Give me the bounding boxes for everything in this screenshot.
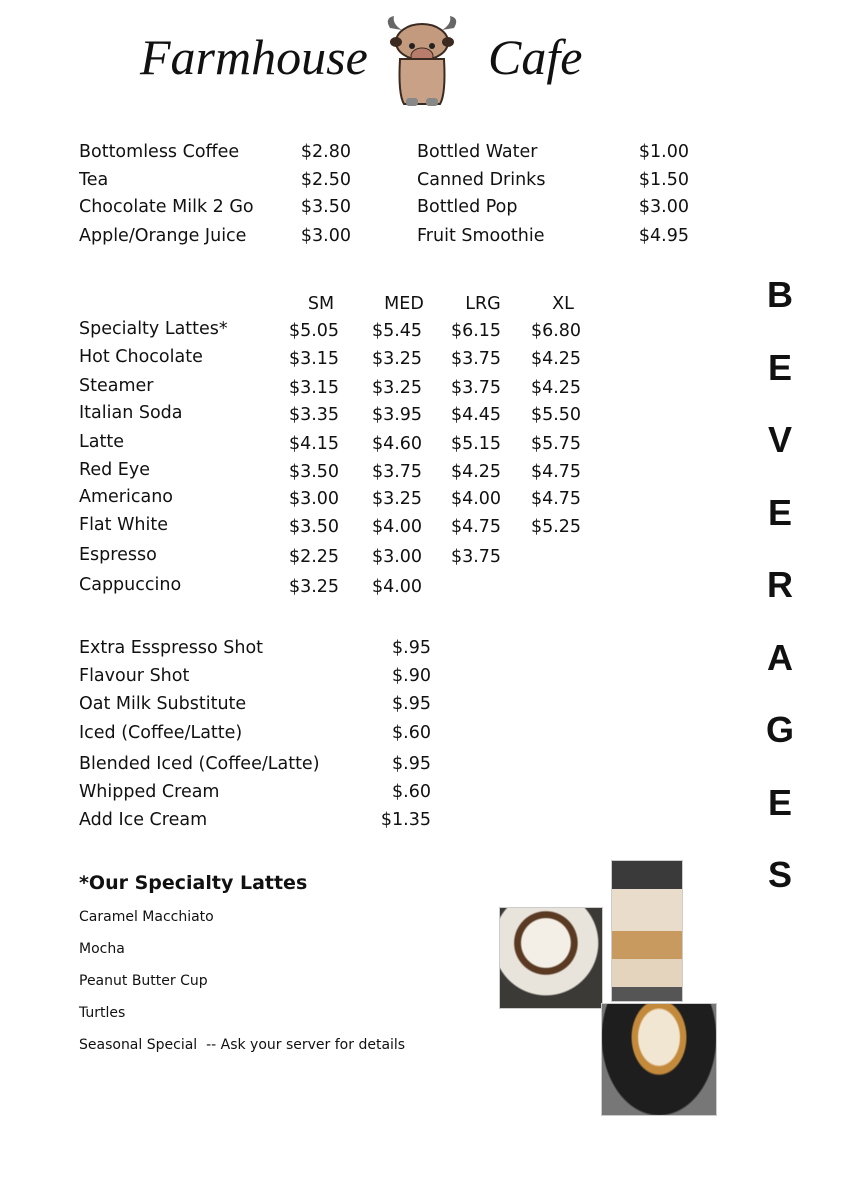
photo-caramel-latte <box>601 1003 717 1116</box>
item-name: Bottomless Coffee <box>79 142 240 162</box>
drink-price: $5.75 <box>530 434 582 454</box>
addon-name: Extra Esspresso Shot <box>79 638 264 658</box>
drink-price: $5.25 <box>530 517 582 537</box>
drink-price: $3.00 <box>288 489 340 509</box>
drink-price: $3.75 <box>371 462 423 482</box>
drink-name: Espresso <box>79 545 157 565</box>
drink-name: Hot Chocolate <box>79 347 203 367</box>
drink-price: $3.50 <box>288 517 340 537</box>
drink-price: $3.25 <box>288 577 340 597</box>
drink-price: $4.00 <box>371 577 423 597</box>
drink-name: Red Eye <box>79 460 150 480</box>
drink-price: $3.75 <box>450 349 502 369</box>
drink-name: Latte <box>79 432 124 452</box>
item-price: $1.50 <box>638 170 689 190</box>
size-header-lrg: LRG <box>465 294 501 314</box>
item-name: Tea <box>79 170 109 190</box>
addon-price: $.60 <box>392 782 431 802</box>
specialty-heading: *Our Specialty Lattes <box>79 872 308 894</box>
drink-name: Cappuccino <box>79 575 182 595</box>
title-letter: E <box>767 346 792 388</box>
item-price: $3.00 <box>638 197 689 217</box>
title-letter: E <box>767 491 792 533</box>
size-header-xl: XL <box>552 294 574 314</box>
highland-cow-logo-icon <box>382 14 462 109</box>
drink-name: Specialty Lattes* <box>79 319 228 339</box>
drink-price: $4.60 <box>371 434 423 454</box>
photo-mocha-mug <box>499 907 603 1009</box>
addon-name: Flavour Shot <box>79 666 190 686</box>
title-letter: R <box>767 564 793 605</box>
drink-price: $3.35 <box>288 405 340 425</box>
size-header-med: MED <box>384 294 424 314</box>
drink-price: $3.75 <box>450 547 502 567</box>
drink-price: $6.15 <box>450 321 502 341</box>
drink-price: $3.25 <box>371 349 423 369</box>
title-letter: S <box>767 854 792 895</box>
photo-iced-latte <box>611 860 683 1002</box>
item-price: $1.00 <box>638 142 689 162</box>
title-letter: B <box>767 274 793 315</box>
drink-price: $3.25 <box>371 378 423 398</box>
drink-price: $4.00 <box>371 517 423 537</box>
drink-price: $5.50 <box>530 405 582 425</box>
specialty-item: Seasonal Special -- Ask your server for details <box>79 1037 406 1053</box>
drink-price: $4.25 <box>530 378 582 398</box>
addon-price: $1.35 <box>380 810 431 830</box>
drink-price: $4.15 <box>288 434 340 454</box>
specialty-item: Mocha <box>79 941 125 957</box>
specialty-item: Turtles <box>79 1005 126 1021</box>
item-name: Apple/Orange Juice <box>79 226 247 246</box>
drink-price: $4.75 <box>450 517 502 537</box>
drink-price: $3.25 <box>371 489 423 509</box>
drink-price: $3.50 <box>288 462 340 482</box>
item-price: $3.00 <box>300 226 351 246</box>
addon-name: Add Ice Cream <box>79 810 208 830</box>
item-name: Fruit Smoothie <box>417 226 545 246</box>
item-price: $3.50 <box>300 197 351 217</box>
drink-price: $3.75 <box>450 378 502 398</box>
addon-name: Iced (Coffee/Latte) <box>79 723 243 743</box>
drink-price: $2.25 <box>288 547 340 567</box>
drink-price: $6.80 <box>530 321 582 341</box>
item-name: Bottled Pop <box>417 197 518 217</box>
drink-price: $4.75 <box>530 489 582 509</box>
item-name: Canned Drinks <box>417 170 546 190</box>
title-farmhouse: Farmhouse <box>140 29 368 85</box>
drink-name: Italian Soda <box>79 403 183 423</box>
drink-price: $5.45 <box>371 321 423 341</box>
drink-price: $4.25 <box>530 349 582 369</box>
addon-name: Oat Milk Substitute <box>79 694 247 714</box>
title-letter: E <box>767 781 792 823</box>
addon-name: Blended Iced (Coffee/Latte) <box>79 754 320 774</box>
addon-price: $.95 <box>392 754 431 774</box>
addon-price: $.95 <box>392 638 431 658</box>
specialty-item: Peanut Butter Cup <box>79 973 208 989</box>
item-name: Chocolate Milk 2 Go <box>79 197 254 217</box>
drink-name: Flat White <box>79 515 168 535</box>
specialty-item: Caramel Macchiato <box>79 909 214 925</box>
drink-price: $3.15 <box>288 378 340 398</box>
drink-price: $5.15 <box>450 434 502 454</box>
size-header-sm: SM <box>307 294 335 314</box>
title-cafe: Cafe <box>488 29 583 85</box>
item-price: $2.80 <box>300 142 351 162</box>
drink-price: $5.05 <box>288 321 340 341</box>
addon-name: Whipped Cream <box>79 782 220 802</box>
addon-price: $.95 <box>392 694 431 714</box>
drink-name: Steamer <box>79 376 154 396</box>
title-letter: G <box>765 709 794 750</box>
item-price: $4.95 <box>638 226 689 246</box>
drink-price: $4.45 <box>450 405 502 425</box>
drink-price: $3.95 <box>371 405 423 425</box>
drink-price: $3.15 <box>288 349 340 369</box>
item-price: $2.50 <box>300 170 351 190</box>
drink-price: $4.75 <box>530 462 582 482</box>
addon-price: $.60 <box>392 723 431 743</box>
title-letter: V <box>767 419 792 460</box>
item-name: Bottled Water <box>417 142 538 162</box>
drink-price: $3.00 <box>371 547 423 567</box>
title-letter: A <box>767 636 793 678</box>
drink-name: Americano <box>79 487 173 507</box>
drink-price: $4.25 <box>450 462 502 482</box>
addon-price: $.90 <box>392 666 431 686</box>
drink-price: $4.00 <box>450 489 502 509</box>
